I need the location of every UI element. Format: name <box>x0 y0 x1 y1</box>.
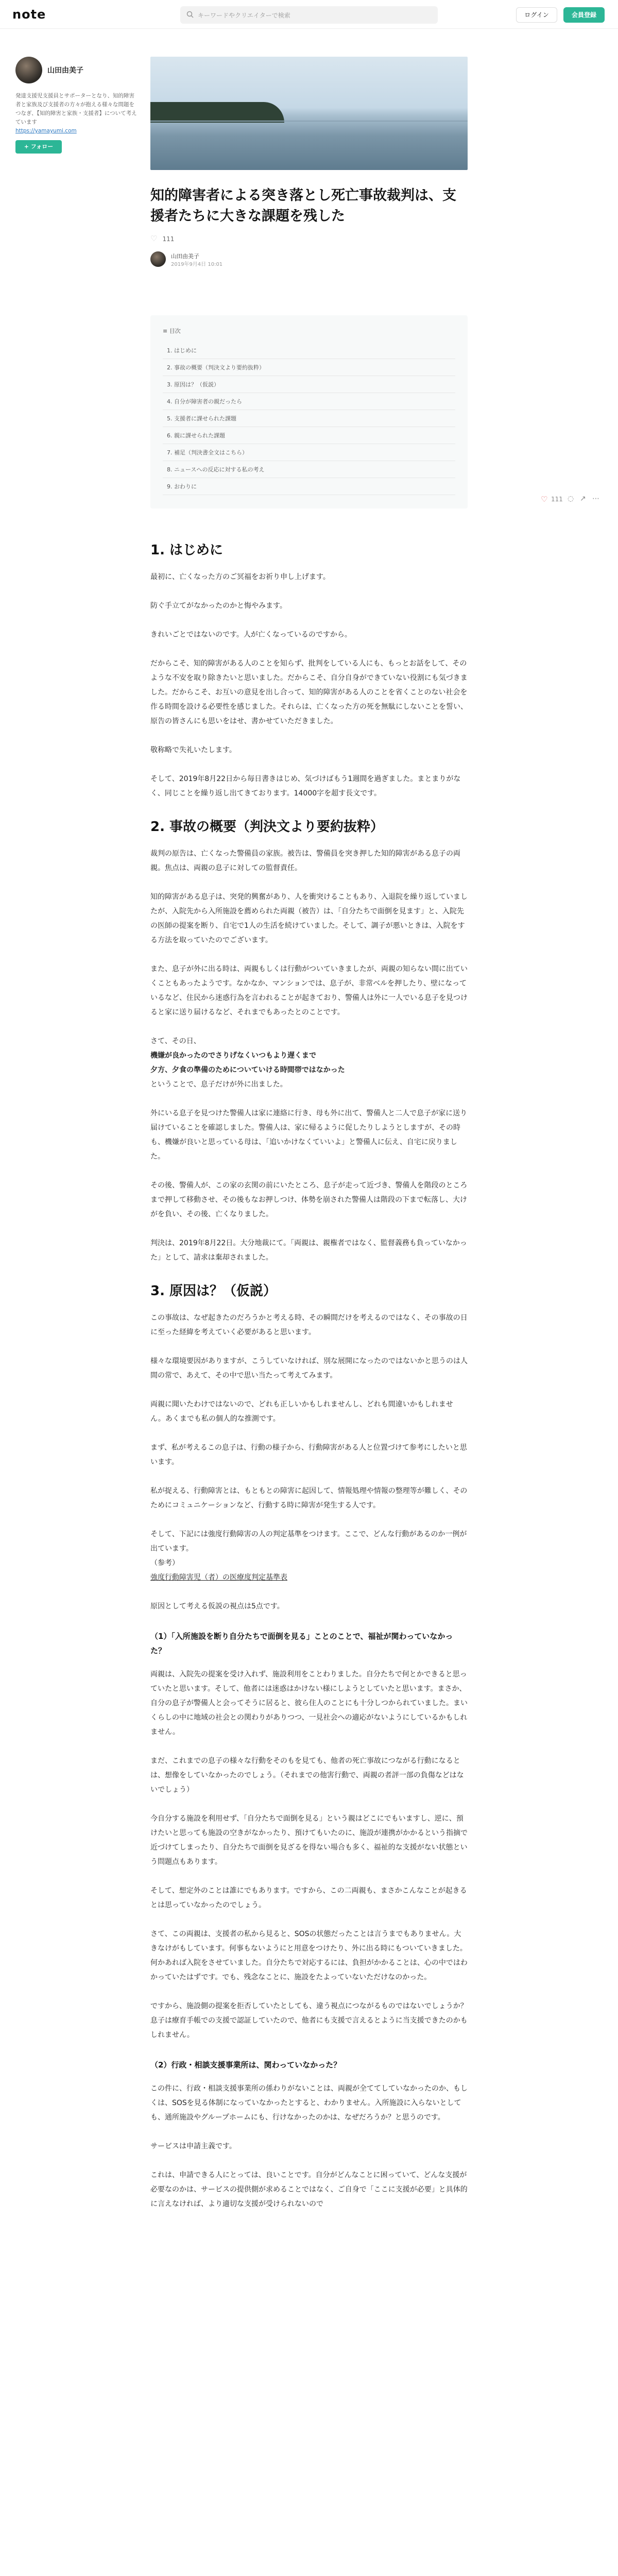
paragraph-line: ということで、息子だけが外に出ました。 <box>150 1080 287 1089</box>
toc-icon: ≡ <box>163 328 169 334</box>
search-placeholder: キーワードやクリエイターで検索 <box>198 12 290 19</box>
toc-item[interactable]: 5. 支援者に課せられた課題 <box>163 410 455 427</box>
toc-item[interactable]: 9. おわりに <box>163 478 455 495</box>
paragraph: そして、2019年8月22日から毎日書きはじめ、気づけばもう1週間を過ぎました。まとまりがなく、同じことを繰り返し出てきております。14000字を超す長文です。 <box>150 775 461 798</box>
follow-label: フォロー <box>30 143 54 150</box>
hero-image <box>150 57 468 170</box>
toc-item[interactable]: 8. ニュースへの反応に対する私の考え <box>163 461 455 478</box>
toc-item[interactable]: 2. 事故の概要（判決文より要約抜粋） <box>163 359 455 376</box>
heart-icon[interactable]: ♡ <box>541 495 548 504</box>
subsection-heading: （1）「入所施設を断り自分たちで面倒を見る」ことのことで、福祉が関わっていなかった？ <box>150 1632 453 1655</box>
section-heading: 1. はじめに <box>150 543 224 558</box>
paragraph-line: さて、その日、 <box>150 1037 201 1045</box>
action-like-count: 111 <box>551 496 563 503</box>
paragraph-line: そして、下記には強度行動障害の人の判定基準をつけます。ここで、どんな行動があるのか一例が出ています。 <box>150 1530 467 1553</box>
paragraph: また、息子が外に出る時は、両親もしくは行動がついていきましたが、両親の知らない間に出ていくこともあったようです。なかなか、マンションでは、息子が、非常ベルを押したり、壁になっているなど、住民から迷惑行為を言われることが起きており、警備人は外に一人でいる息子を見つけると家に送り届けるなど、それまでもあったとのことです。 <box>150 965 468 1016</box>
bold-line: 夕方、夕食の準備のためについていける時間帯ではなかった <box>150 1066 345 1074</box>
toc-item[interactable]: 1. はじめに <box>163 342 455 359</box>
article-title: 知的障害者による突き落とし死亡事故裁判は、支援者たちに大きな課題を残した <box>150 188 456 224</box>
reference-link[interactable]: 強度行動障害児（者）の医療度判定基準表 <box>150 1573 287 1582</box>
toc-item[interactable]: 6. 親に課せられた課題 <box>163 427 455 444</box>
paragraph-group <box>150 1034 468 1092</box>
follow-button[interactable] <box>15 140 62 154</box>
author-name[interactable]: 山田由美子 <box>171 253 199 260</box>
paragraph: 今自分する施設を利用せず、「自分たちで面倒を見る」という親はどこにでもいますし、逆に、預けたいと思っても施設の空きがなかったり、預けてもいたのに、施設が連携がかかるという指摘で近づけてしまったり、自分たちで面倒を見ざるを得ない場合も多く、福祉的な支援がない状態という問題点もあります。 <box>150 1815 468 1866</box>
toc-item[interactable]: 4. 自分が障害者の親だったら <box>163 393 455 410</box>
publish-date: 2019年9月4日 10:01 <box>171 262 223 267</box>
toc-item[interactable]: 3. 原因は？（仮説） <box>163 376 455 393</box>
paragraph: 最初に、亡くなった方のご冥福をお祈り申し上げます。 <box>150 573 330 581</box>
paragraph: 裁判の原告は、亡くなった警備員の家族。被告は、警備員を突き押した知的障害がある息子の両親。焦点は、両親の息子に対しての監督責任。 <box>150 850 460 872</box>
paragraph: この件に、行政・相談支援事業所の係わりがないことは、両親が全ててしていなかったのか、もしくは、SOSを見る体制になっていなかったとすると、わかりません。入所施設に入らないとしても、通所施設やグループホームにも、行けなかったのかは、なぜだろうか？と思うのです。 <box>150 2084 468 2122</box>
paragraph: 両親は、入院先の提案を受け入れず、施設利用をことわりました。自分たちで何とかできると思っていたと思います。そして、他者には迷惑はかけない様にしようとしていたと思います。まさか、自分の息子が警備人と会ってそうに居ると、彼ら住人のことにも十分しつかられていました。まいくらしの中に地域の社会との関わりがありつつ、一見社会への適応がないようにしているかもしれません。 <box>150 1670 468 1736</box>
hero-horizon <box>150 121 468 122</box>
comment-icon[interactable]: ◌ <box>568 495 574 503</box>
toc-heading: ≡ 目次 <box>163 328 181 334</box>
paragraph: 両親に聞いたわけではないので、どれも正しいかもしれませんし、どれも間違いかもしれません。あくまでも私の個人的な推測です。 <box>150 1400 453 1423</box>
search-icon <box>186 11 194 18</box>
hero-island <box>150 102 284 123</box>
more-icon[interactable]: ⋯ <box>592 495 599 503</box>
paragraph: 原因として考える仮説の視点は5点です。 <box>150 1602 284 1611</box>
paragraph: 外にいる息子を見つけた警備人は家に連絡に行き、母も外に出て、警備人と二人で息子が家に送り届けていることを確認しました。警備人は、家に帰るように促したりしようとしますが、その時も、機嫌が良いと思っている母は、「追いかけなくていいよ」と警備人に伝え、自宅に戻りました。 <box>150 1109 468 1161</box>
search-bar[interactable] <box>180 6 438 24</box>
paragraph: 知的障害がある息子は、突発的興奮があり、人を衝突けることもあり、入退院を繰り返していましたが、入院先から入所施設を薦められた両親（被告）は、「自分たちで面倒を見ます」と、入院先の医師の提案を断り、自宅で1人の生活を続けていました。そして、調子が悪いときは、入院をする方法を取っていたのでございます。 <box>150 893 468 944</box>
paragraph: 様々な環境要因がありますが、こうしていなければ、別な展開になったのではないかと思うのは人間の常で、あえて、その中で思い当たって考えてみます。 <box>150 1357 468 1380</box>
paragraph: だからこそ、知的障害がある人のことを知らず、批判をしている人にも、もっとお話をして、そのような不安を取り除きたいと思いました。だからこそ、自分自身ができていない役割にも気づきました。だからこそ、お互いの意見を出し合って、知的障害がある人のことを省くことのない社会を作る時間を設ける必要性を感じました。それらは、亡くなった方の死を無駄にしないことを誓い、原告の皆さんにも思いをはせ、書かせていただきました。 <box>150 659 468 725</box>
paragraph: 私が捉える、行動障害とは、もともとの障害に起因して、情報処理や情報の整理等が難しく、そのためにコミュニケーションなど、行動する時に障害が発生する人です。 <box>150 1487 468 1510</box>
paragraph-group <box>150 1527 468 1585</box>
note-logo[interactable]: note <box>12 7 46 22</box>
paragraph: さて、この両親は、支援者の私から見ると、SOSの状態だったことは言うまでもありません。大きなけがもしています。何事もないようにと用意をつけたり、外に出る時にもついていきました。何かあれば入院をさせていました。自分たちで対応するには、負担がかかることは、心の中ではわかっていたはずです。でも、残念なことに、施設をたよっていないただけなのかった。 <box>150 1930 468 1981</box>
table-of-contents <box>150 315 468 509</box>
paragraph: この事故は、なぜ起きたのだろうかと考える時、その瞬間だけを考えるのではなく、その事故の日に至った経緯を考えていく必要があると思います。 <box>150 1314 468 1336</box>
paragraph: その後、警備人が、この家の玄関の前にいたところ、息子が走って近づき、警備人を階段のところまで押して移動させ、その後もなお押しつけ、体勢を崩された警備人は階段の下まで転落し、大けがを負い、その後、亡くなりました。 <box>150 1181 468 1218</box>
paragraph: ですから、施設側の提案を拒否していたとしても、違う視点につながるものではないでしょうか？息子は療育手帳での支援で認証していたので、他者にも支援で言えるとように当支援できたのかもしれません。 <box>150 2002 468 2039</box>
article-body <box>150 539 468 2211</box>
reference-label: （参考） <box>150 1559 179 1567</box>
toc-item[interactable]: 7. 補足（判決書全文はこちら） <box>163 444 455 461</box>
paragraph: まだ、これまでの息子の様々な行動をそのもを見ても、他者の死亡事故につながる行動になるとは、想像をしていなかったのでしょう。（それまでの他害行動で、両親の者評一部の負傷などはないでしょう） <box>150 1757 464 1794</box>
signup-button[interactable]: 会員登録 <box>563 7 605 23</box>
paragraph: そして、想定外のことは誰にでもあります。ですから、この二両親も、まさかこんなことが起きるとは思っていなかったのでしょう。 <box>150 1887 467 1909</box>
creator-avatar[interactable] <box>15 57 42 83</box>
creator-website-link[interactable]: https://yamayumi.com <box>15 128 77 134</box>
like-count: 111 <box>162 235 175 243</box>
like-heart-icon[interactable]: ♡ <box>150 234 158 243</box>
subsection-heading: （2）行政・相談支援事業所は、関わっていなかった？ <box>150 2060 341 2070</box>
paragraph: 判決は、2019年8月22日。大分地裁にて。「両親は、親権者ではなく、監督義務も負っていなかった」として、請求は棄却されました。 <box>150 1239 467 1262</box>
like-row <box>150 234 468 244</box>
login-button[interactable]: ログイン <box>516 7 557 23</box>
creator-profile <box>15 57 139 154</box>
bold-line: 機嫌が良かったのでさりげなくいつもより遅くまで <box>150 1052 316 1060</box>
section-heading: 2. 事故の概要（判決文より要約抜粋） <box>150 819 384 835</box>
section-heading: 3. 原因は？（仮説） <box>150 1283 277 1299</box>
article-main <box>150 57 468 2226</box>
top-header <box>0 0 618 29</box>
paragraph: これは、申請できる人にとっては、良いことです。自分がどんなことに困っていて、どんな支援が必要なのかは、サービスの提供側が求めることではなく、ご自身で「ここに支援が必要」と具体的に言えなければ、より適切な支援が受けられないので <box>150 2171 468 2208</box>
follow-plus-icon: + <box>24 143 31 150</box>
author-avatar[interactable] <box>150 251 166 267</box>
paragraph: 敬称略で失礼いたします。 <box>150 746 236 754</box>
author-row <box>150 250 468 269</box>
creator-name[interactable]: 山田由美子 <box>47 66 83 75</box>
paragraph: 防ぐ手立てがなかったのかと悔やみます。 <box>150 602 287 610</box>
paragraph: サービスは申請主義です。 <box>150 2142 236 2150</box>
paragraph: きれいごとではないのです。人が亡くなっているのですから。 <box>150 631 352 639</box>
creator-bio: 発達支援児支援員とサポーターとなり、知的障害者と家族及び支援者の方々が抱える様々な問題をつなぎ、【知的障害と家族・支援者】について考えています <box>15 93 137 125</box>
share-icon[interactable]: ↗ <box>580 495 586 503</box>
paragraph: まず、私が考えるこの息子は、行動の様子から、行動障害がある人と位置づけて参考にしたいと思います。 <box>150 1444 467 1466</box>
